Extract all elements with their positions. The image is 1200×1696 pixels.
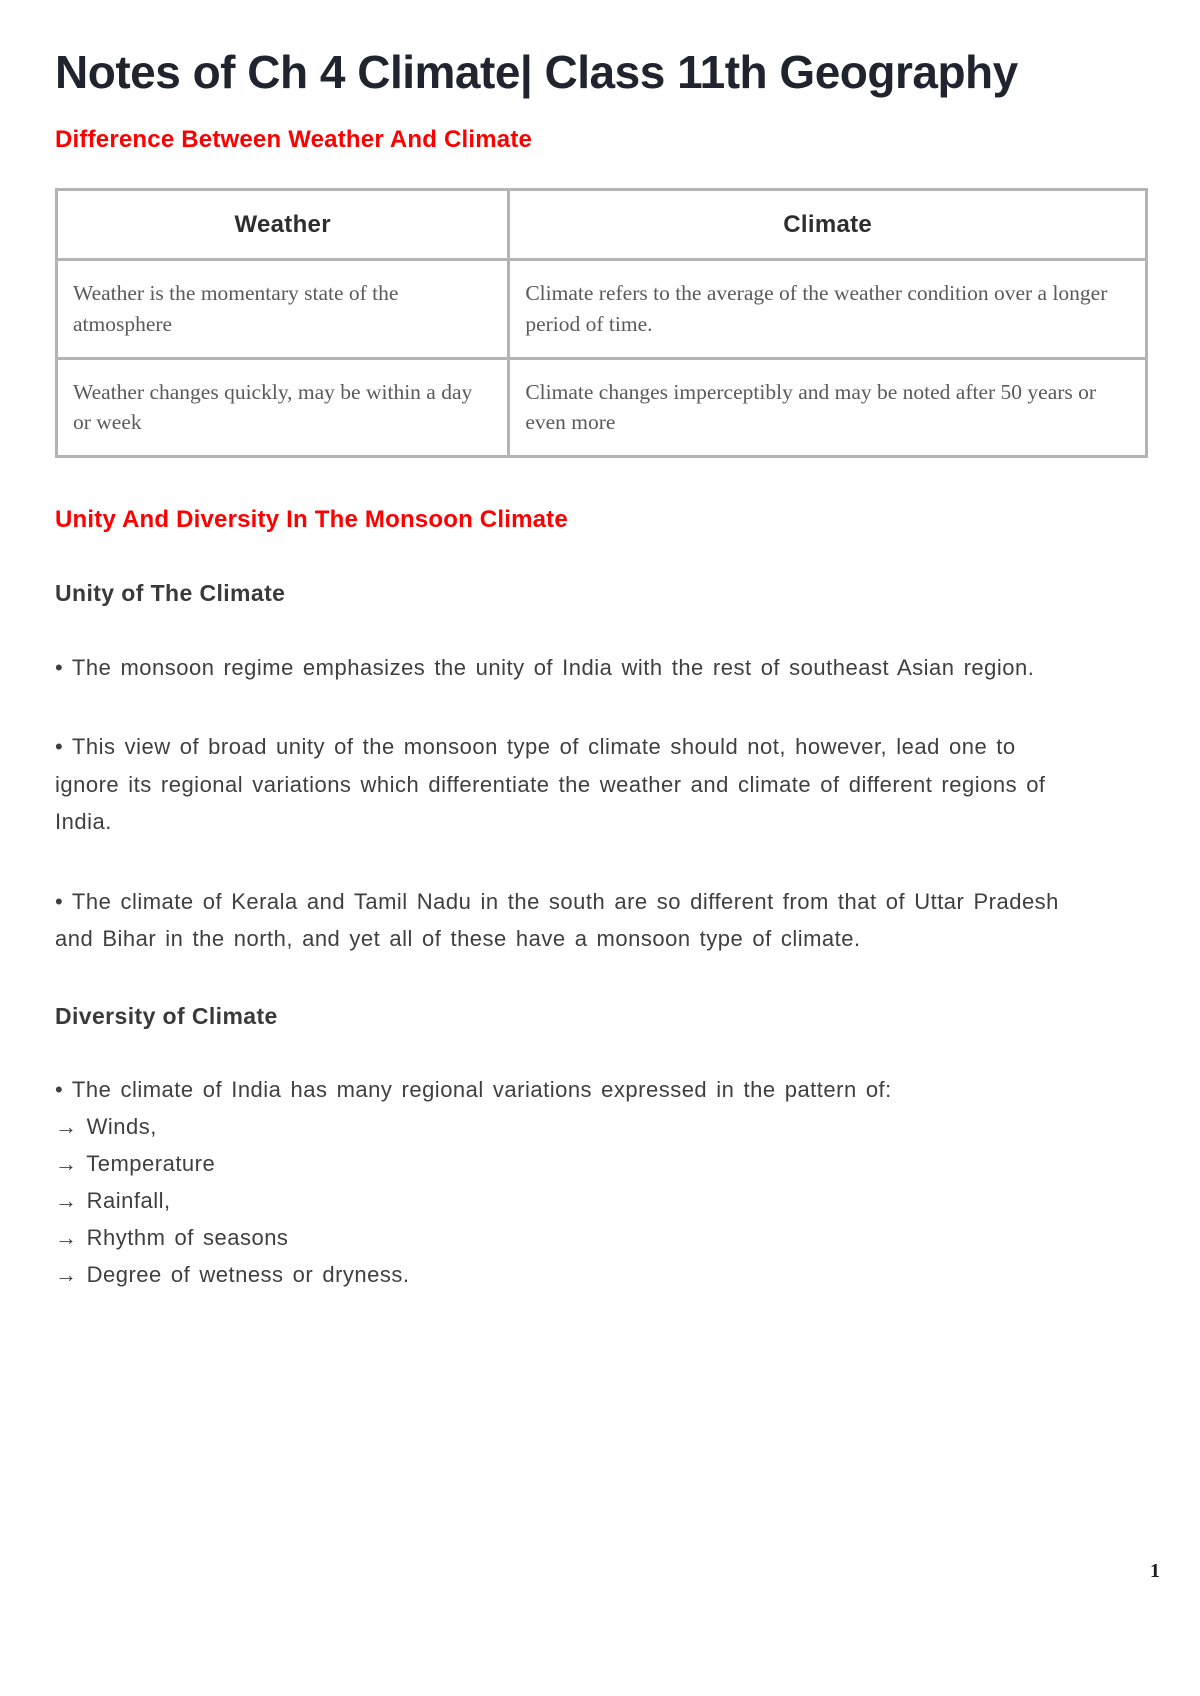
bullet-text: This view of broad unity of the monsoon type of climate should not, however, lead one to ignore its regional variations which differentiate the weather and climate of different regions of India. xyxy=(55,734,1046,835)
table-header-climate: Climate xyxy=(509,190,1147,260)
table-header-weather: Weather xyxy=(57,190,509,260)
arrow-icon: → xyxy=(55,1151,78,1177)
table-cell-climate-1: Climate refers to the average of the weather condition over a longer period of time. xyxy=(509,260,1147,358)
arrow-icon: → xyxy=(55,1114,78,1140)
bullet-paragraph xyxy=(55,1072,1073,1109)
arrow-item xyxy=(55,1257,1073,1294)
bullet-paragraph xyxy=(55,883,1073,958)
bullet-icon: • xyxy=(55,734,64,760)
subheading-unity-of-climate: Unity of The Climate xyxy=(55,580,286,607)
bullet-text: The monsoon regime emphasizes the unity of India with the rest of southeast Asian region. xyxy=(71,655,1035,681)
page-number: 1 xyxy=(1150,1560,1160,1582)
table-cell-climate-2: Climate changes imperceptibly and may be noted after 50 years or even more xyxy=(509,358,1147,456)
bullet-text: The climate of India has many regional variations expressed in the pattern of: xyxy=(71,1077,892,1103)
section-heading-difference: Difference Between Weather And Climate xyxy=(55,126,533,154)
table-row xyxy=(57,260,1147,358)
bullet-paragraph xyxy=(55,649,1073,686)
arrow-item-label: Rhythm of seasons xyxy=(86,1225,289,1251)
arrow-icon: → xyxy=(55,1262,78,1288)
bullet-icon: • xyxy=(55,1077,64,1103)
weather-climate-table xyxy=(55,188,1148,458)
arrow-icon: → xyxy=(55,1188,78,1214)
arrow-item xyxy=(55,1146,1073,1183)
page-title: Notes of Ch 4 Climate| Class 11th Geography xyxy=(55,46,1018,98)
table-cell-weather-1: Weather is the momentary state of the atmosphere xyxy=(57,260,509,358)
bullet-icon: • xyxy=(55,655,64,681)
subheading-diversity-of-climate: Diversity of Climate xyxy=(55,1003,278,1030)
diversity-list xyxy=(55,1072,1073,1294)
arrow-item-label: Winds, xyxy=(86,1114,157,1140)
table-cell-weather-2: Weather changes quickly, may be within a day or week xyxy=(57,358,509,456)
bullet-paragraph xyxy=(55,728,1073,840)
arrow-item xyxy=(55,1220,1073,1257)
arrow-item xyxy=(55,1109,1073,1146)
table-row xyxy=(57,358,1147,456)
bullet-text: The climate of Kerala and Tamil Nadu in the south are so different from that of Uttar Pradesh and Bihar in the north, and yet all of these have a monsoon type of climate. xyxy=(55,888,1059,951)
arrow-item-label: Rainfall, xyxy=(86,1188,171,1214)
table-header-row xyxy=(57,190,1147,260)
arrow-item-label: Temperature xyxy=(86,1151,216,1177)
arrow-item-label: Degree of wetness or dryness. xyxy=(86,1262,410,1288)
bullet-icon: • xyxy=(55,888,64,914)
arrow-icon: → xyxy=(55,1225,78,1251)
section-heading-unity-diversity: Unity And Diversity In The Monsoon Climate xyxy=(55,506,568,534)
arrow-item xyxy=(55,1183,1073,1220)
